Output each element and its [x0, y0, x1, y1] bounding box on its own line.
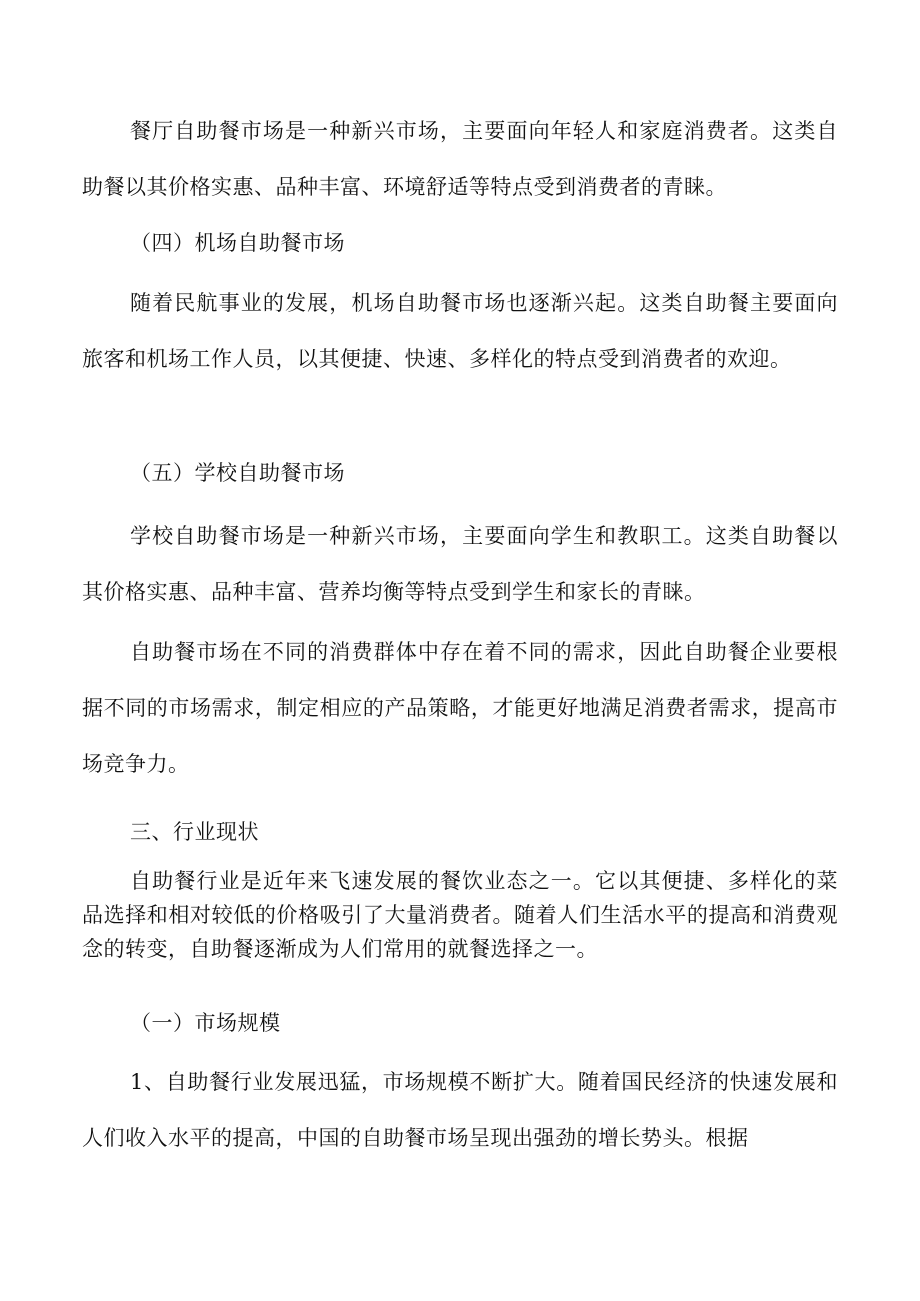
subheading-school-buffet-market: （五）学校自助餐市场 — [130, 461, 345, 485]
paragraph-restaurant-buffet-market: 餐厅自助餐市场是一种新兴市场，主要面向年轻人和家庭消费者。这类自助餐以其价格实惠、品种丰富、环境舒适等特点受到消费者的青睐。 — [82, 119, 838, 199]
paragraph-school-buffet-market: 学校自助餐市场是一种新兴市场，主要面向学生和教职工。这类自助餐以其价格实惠、品种丰富、营养均衡等特点受到学生和家长的青睐。 — [82, 524, 838, 604]
subheading-market-scale: （一）市场规模 — [130, 1011, 281, 1035]
heading-industry-status: 三、行业现状 — [130, 820, 259, 844]
paragraph-market-demand-summary: 自助餐市场在不同的消费群体中存在着不同的需求，因此自助餐企业要根据不同的市场需求，制定相应的产品策略，才能更好地满足消费者需求，提高市场竞争力。 — [82, 640, 838, 776]
subheading-airport-buffet-market: （四）机场自助餐市场 — [130, 231, 345, 255]
paragraph-market-scale-growth: 1、自助餐行业发展迅猛，市场规模不断扩大。随着国民经济的快速发展和人们收入水平的提高，中国的自助餐市场呈现出强劲的增长势头。根据 — [82, 1070, 838, 1150]
paragraph-industry-overview: 自助餐行业是近年来飞速发展的餐饮业态之一。它以其便捷、多样化的菜品选择和相对较低的价格吸引了大量消费者。随着人们生活水平的提高和消费观念的转变，自助餐逐渐成为人们常用的就餐选择之一。 — [82, 869, 838, 961]
paragraph-airport-buffet-market: 随着民航事业的发展，机场自助餐市场也逐渐兴起。这类自助餐主要面向旅客和机场工作人员，以其便捷、快速、多样化的特点受到消费者的欢迎。 — [82, 291, 838, 371]
